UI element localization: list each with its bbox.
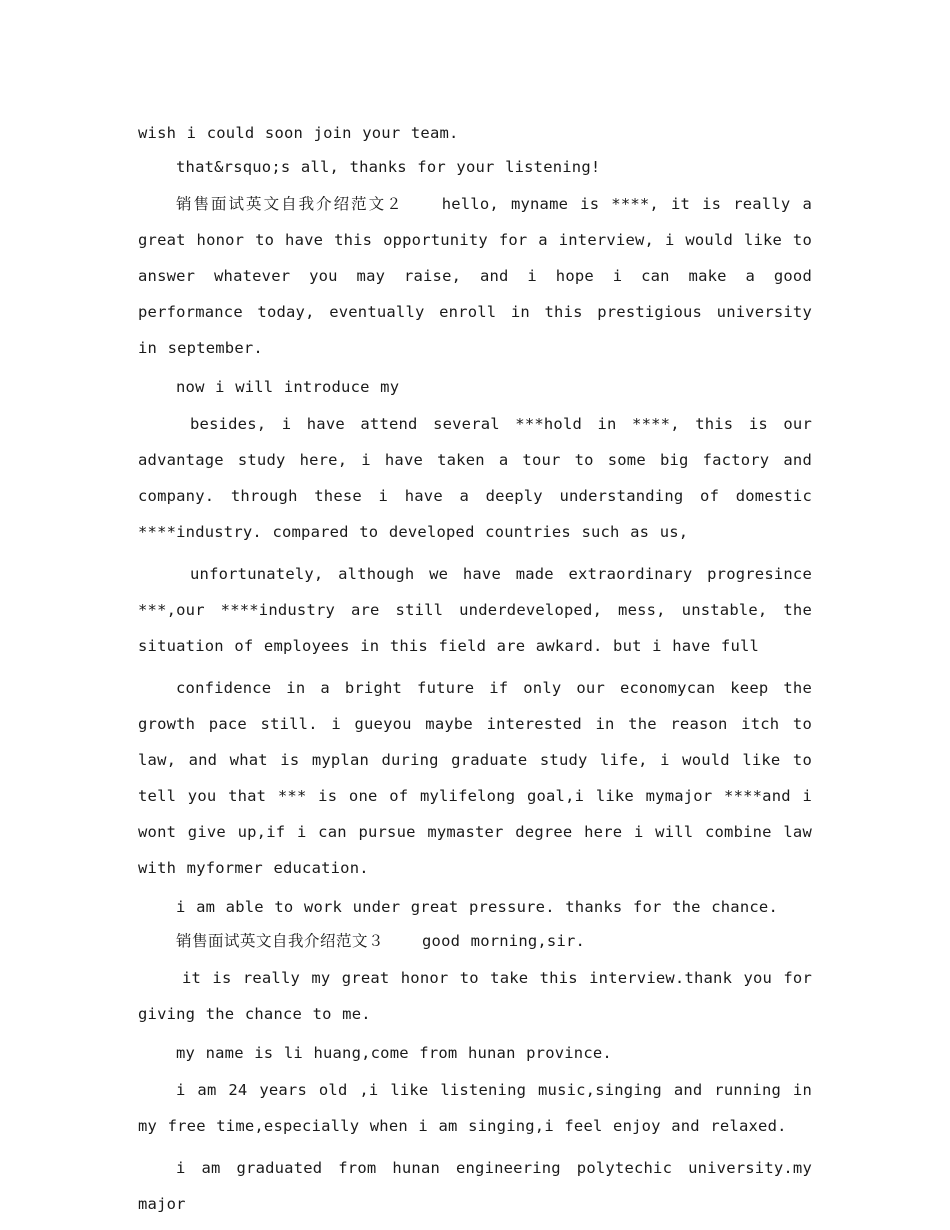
paragraph-pressure	[138, 892, 812, 922]
paragraph-name	[138, 1038, 812, 1068]
paragraph-introduce	[138, 372, 812, 402]
paragraph-closing-wish	[138, 118, 812, 148]
paragraph-text: that&rsquo;s all, thanks for your listening!	[176, 158, 601, 176]
paragraph-text: hello, myname is ****, it is really a great honor to have this opportunity for a interview, i would like to answer whatever you may raise, and i hope i can make a good performance today, eventually enroll in this prestigious university in september.	[138, 195, 812, 357]
paragraph-text: i am able to work under great pressure. thanks for the chance.	[176, 898, 778, 916]
paragraph-text: good morning,sir.	[422, 932, 586, 950]
paragraph-honor	[138, 960, 812, 1032]
paragraph-text: unfortunately, although we have made extraordinary progresince ***,our ****industry are still underdeveloped, mess, unstable, the situation of employees in this field are awkard. but i have full	[138, 565, 812, 655]
paragraph-text: wish i could soon join your team.	[138, 124, 459, 142]
paragraph-text: i am 24 years old ,i like listening music,singing and running in my free time,especially when i am singing,i feel enjoy and relaxed.	[138, 1081, 812, 1135]
section-heading-sample-2: 销售面试英文自我介绍范文２	[176, 195, 404, 213]
paragraph-age-hobbies	[138, 1072, 812, 1144]
paragraph-text: now i will introduce my	[176, 378, 400, 396]
paragraph-sample-2-intro	[138, 186, 812, 366]
paragraph-graduated	[138, 1150, 812, 1222]
paragraph-text: confidence in a bright future if only our economycan keep the growth pace still. i gueyou maybe interested in the reason itch to law, and what is myplan during graduate study life, i would like to tell you that *** is one of mylifelong goal,i like mymajor ****and i wont give up,if i can pursue mymaster degree here i will combine law with myformer education.	[138, 679, 812, 877]
paragraph-confidence	[138, 670, 812, 886]
paragraph-besides	[138, 406, 812, 550]
paragraph-sample-3-intro	[138, 926, 812, 956]
paragraph-unfortunately	[138, 556, 812, 664]
paragraph-text: it is really my great honor to take this interview.thank you for giving the chance to me.	[138, 969, 812, 1023]
paragraph-text: my name is li huang,come from hunan province.	[176, 1044, 612, 1062]
section-heading-sample-3: 销售面试英文自我介绍范文３	[176, 932, 385, 950]
paragraph-text: i am graduated from hunan engineering polytechic university.my major	[138, 1159, 812, 1213]
paragraph-thanks	[138, 152, 812, 182]
paragraph-text: besides, i have attend several ***hold in ****, this is our advantage study here, i have taken a tour to some big factory and company. through these i have a deeply understanding of domestic ****industry. compared to developed countries such as us,	[138, 415, 812, 541]
document-body	[138, 118, 812, 1228]
